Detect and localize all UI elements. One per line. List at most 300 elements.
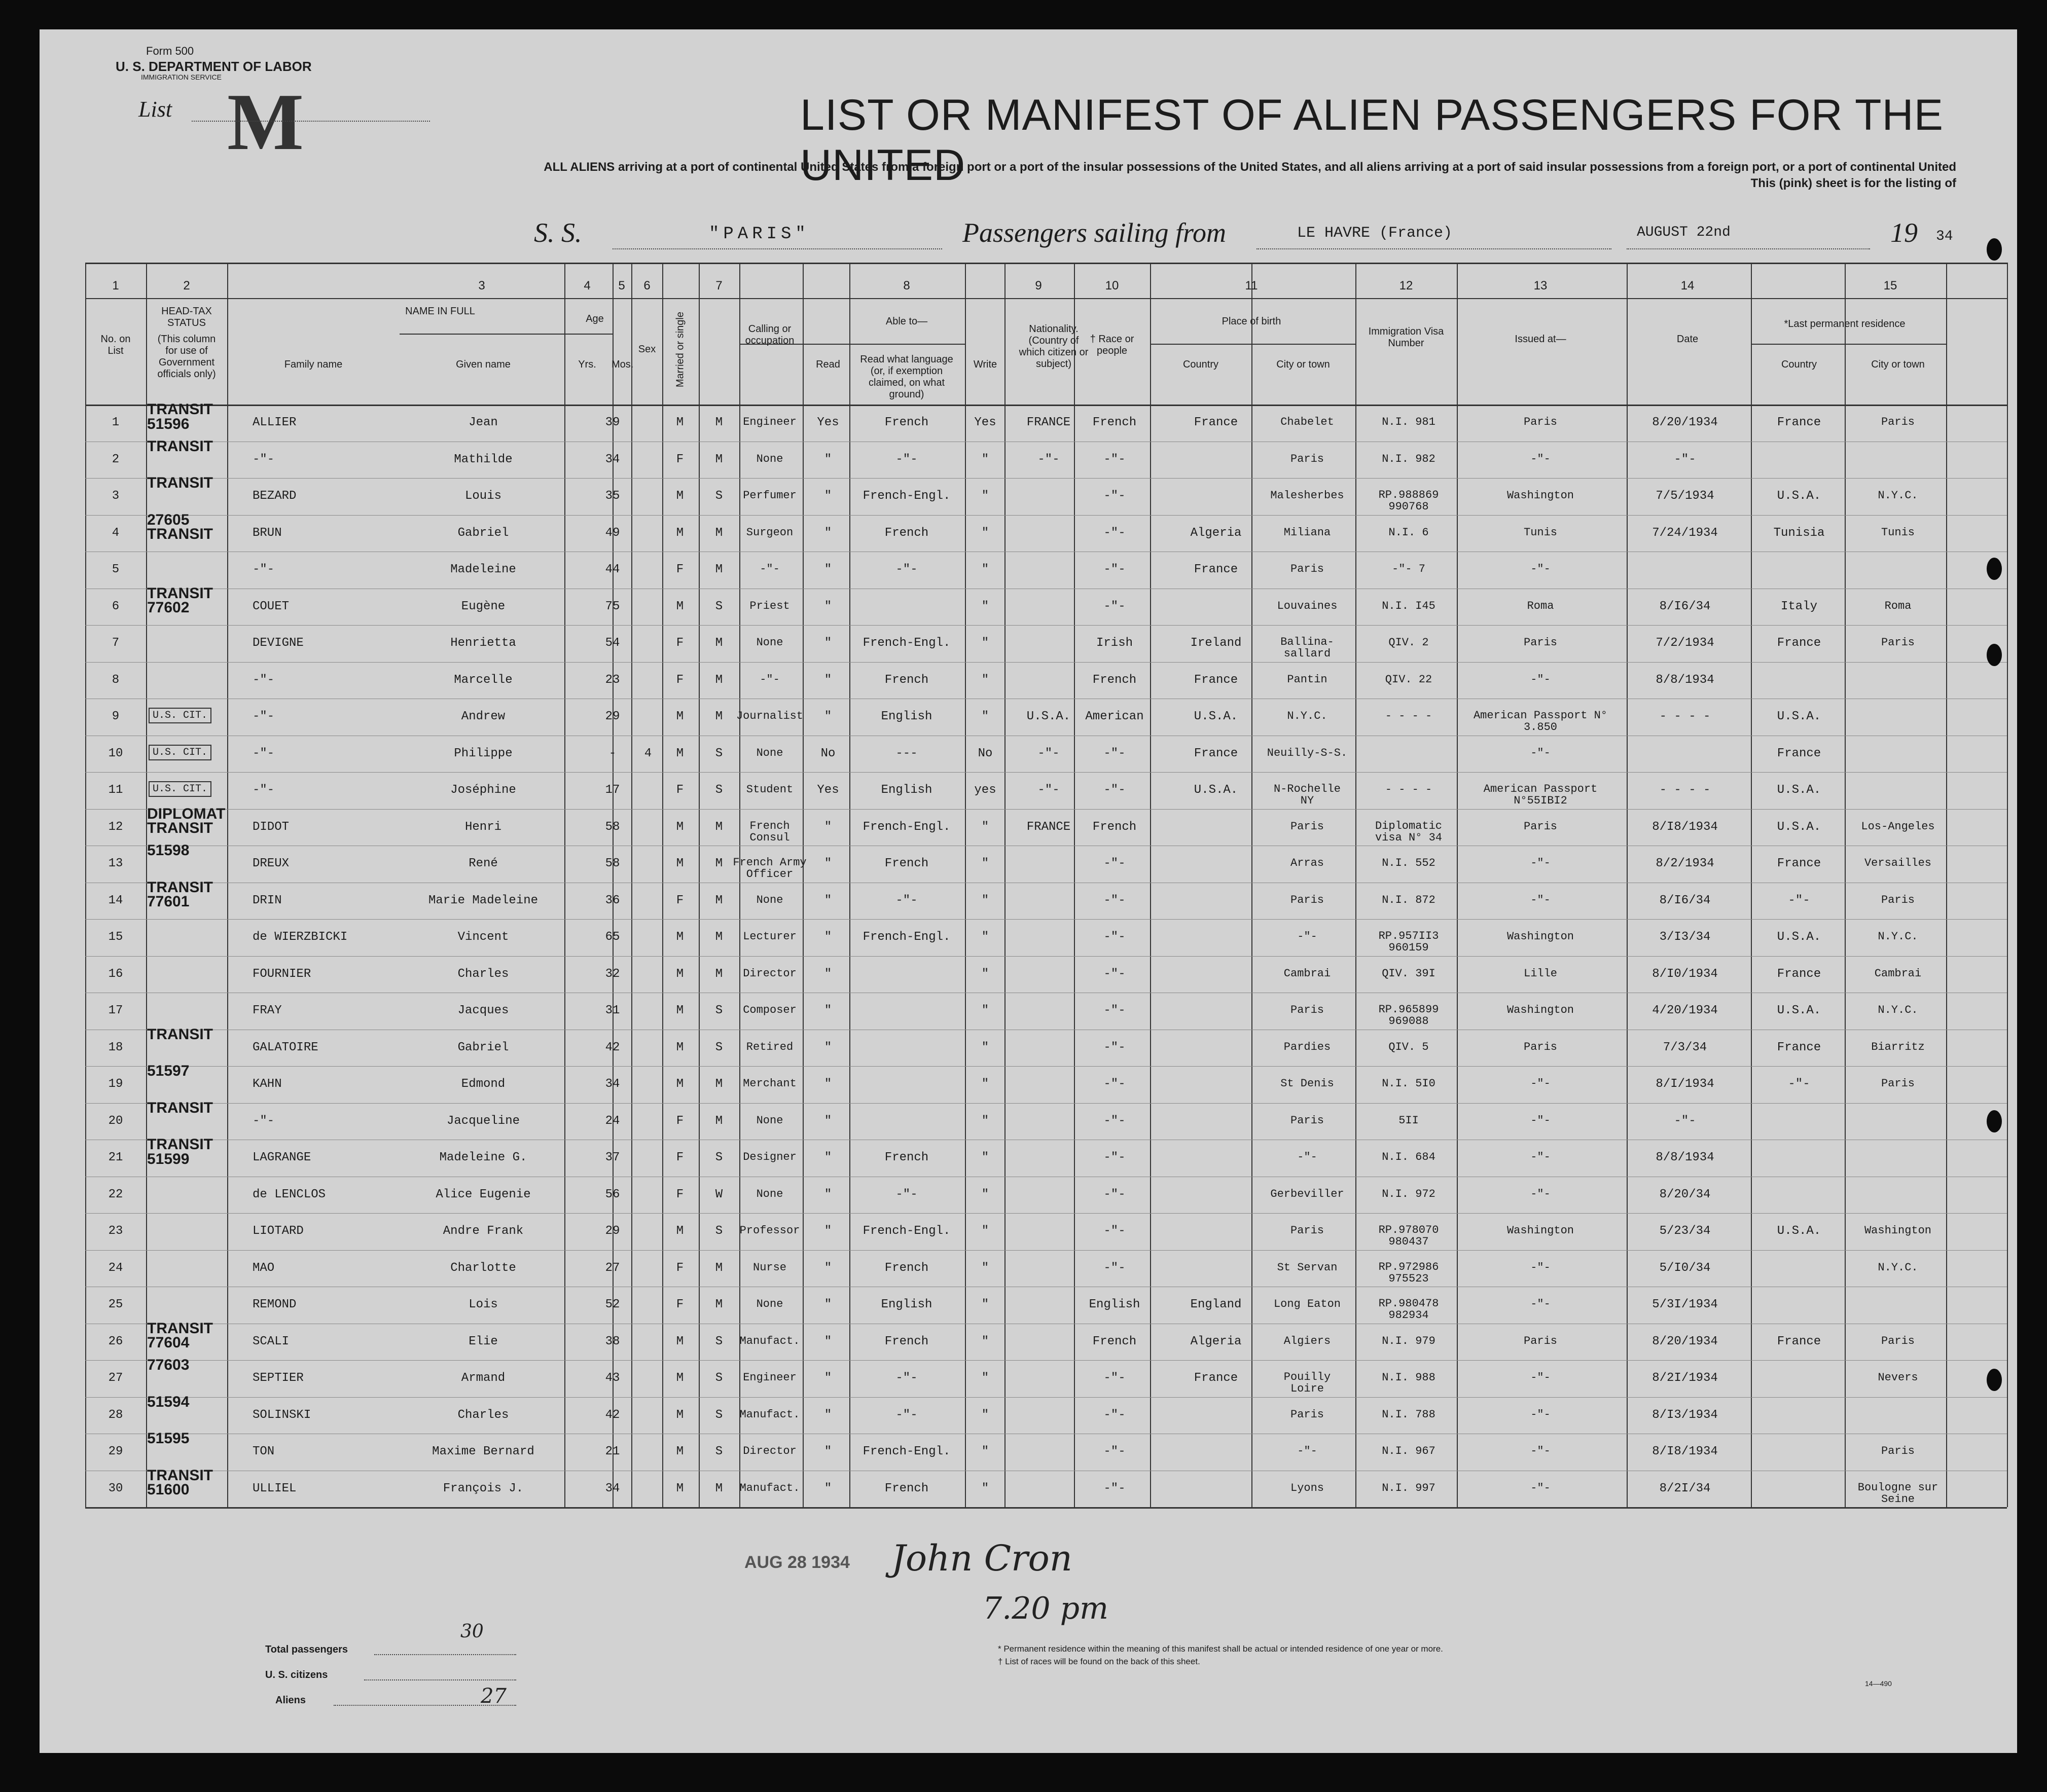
cell-sex: F [676, 452, 684, 466]
us-citizens-label: U. S. citizens [265, 1669, 328, 1680]
cell-rcountry: France [1777, 1334, 1821, 1348]
cell-read: " [824, 1445, 832, 1458]
cell-issued: Washington [1506, 1004, 1574, 1016]
cell-calling: Composer [743, 1004, 797, 1016]
cell-bcountry: France [1194, 673, 1238, 687]
cell-vdate: 5/23/34 [1659, 1224, 1711, 1238]
cell-lang: French [884, 526, 929, 540]
cell-yrs: 23 [605, 673, 620, 687]
cell-yrs: 44 [605, 563, 620, 576]
cell-race: -"- [1103, 489, 1126, 503]
cell-sex: F [676, 563, 684, 576]
sailing-date: AUGUST 22nd [1637, 225, 1731, 240]
grid-vline [1004, 263, 1005, 1507]
cell-race: -"- [1103, 930, 1126, 944]
cell-write: " [981, 1151, 989, 1164]
cell-vdate: 4/20/1934 [1652, 1004, 1718, 1017]
cell-no: 18 [108, 1040, 123, 1054]
cell-nat: -"- [1037, 746, 1060, 760]
cell-issued: -"- [1530, 673, 1551, 686]
head-tax-stamp: 51597 [147, 1063, 190, 1079]
cell-bcountry: France [1194, 416, 1238, 429]
cell-race: -"- [1103, 1114, 1126, 1128]
cell-given: Marcelle [454, 673, 513, 687]
cell-sex: F [676, 636, 684, 650]
grid-vline [1627, 263, 1628, 1507]
column-header-res-country: Country [1781, 359, 1817, 370]
cell-given: Andrew [461, 710, 506, 723]
cell-race: -"- [1103, 526, 1126, 540]
column-header-race: † Race or people [1090, 334, 1134, 356]
cell-rcity: Paris [1881, 893, 1915, 906]
cell-read: " [824, 1004, 832, 1017]
cell-write: " [981, 452, 989, 466]
cell-no: 15 [108, 930, 123, 944]
cell-race: French [1092, 1334, 1137, 1348]
punch-hole [1987, 558, 2002, 580]
us-citizen-stamp: U.S. CIT. [149, 745, 211, 760]
grid-hline [85, 298, 2007, 299]
cell-rcity: N.Y.C. [1878, 930, 1918, 943]
cell-family: COUET [253, 599, 290, 613]
cell-vdate: 8/2/1934 [1656, 857, 1714, 870]
cell-race: -"- [1103, 746, 1126, 760]
cell-race: -"- [1103, 1077, 1126, 1091]
column-number: 14 [1680, 279, 1695, 292]
cell-bcity: St Servan [1277, 1261, 1338, 1274]
cell-ms: M [715, 893, 723, 907]
cell-family: DEVIGNE [253, 636, 304, 650]
column-header-given-name: Given name [456, 359, 511, 370]
cell-visa: Diplomatic visa N° 34 [1375, 819, 1443, 844]
cell-visa: N.I. I45 [1382, 599, 1435, 612]
row-divider [85, 515, 2007, 516]
column-header-mos: Mos. [612, 359, 634, 370]
us-citizen-stamp: U.S. CIT. [149, 781, 211, 797]
cell-given: Charlotte [450, 1261, 516, 1275]
cell-rcity: Roma [1884, 599, 1912, 612]
cell-rcity: Los-Angeles [1861, 820, 1935, 833]
cell-no: 21 [108, 1151, 123, 1164]
cell-read: " [824, 930, 832, 944]
cell-calling: -"- [760, 563, 780, 575]
cell-family: BRUN [253, 526, 282, 540]
cell-vdate: 8/20/1934 [1652, 1334, 1718, 1348]
cell-visa: QIV. 2 [1388, 636, 1429, 649]
row-divider [85, 772, 2007, 773]
cell-ms: M [715, 1077, 723, 1091]
cell-calling: French Army Officer [733, 856, 807, 881]
head-tax-stamp: 77603 [147, 1357, 190, 1373]
cell-write: " [981, 1408, 989, 1422]
aliens-label: Aliens [275, 1695, 306, 1706]
cell-lang: French [884, 857, 929, 870]
list-letter: M [227, 77, 304, 167]
cell-rcity: N.Y.C. [1878, 1004, 1918, 1016]
cell-vdate: 8/2I/1934 [1652, 1371, 1718, 1385]
list-underline [192, 121, 430, 122]
cell-write: " [981, 1445, 989, 1458]
cell-given: Charles [457, 967, 509, 981]
manifest-sheet [40, 29, 2017, 1753]
grid-vline [662, 263, 663, 1507]
cell-write: " [981, 893, 989, 907]
cell-race: -"- [1103, 1445, 1126, 1458]
cell-family: ULLIEL [253, 1481, 297, 1495]
cell-visa: QIV. 5 [1388, 1040, 1429, 1053]
cell-read: " [824, 1224, 832, 1238]
cell-rcity: Paris [1881, 1334, 1915, 1347]
head-tax-stamp: TRANSIT 51599 [147, 1136, 213, 1167]
cell-family: LAGRANGE [253, 1151, 311, 1164]
subtitle: ALL ALIENS arriving at a port of continental United States from a foreign port or a port of the insular possessions of the United States, and all aliens arriving at a port of said insular possessions from a foreign port, or a port of continental United [544, 160, 1956, 174]
us-citizens-line [364, 1679, 516, 1680]
cell-read: Yes [817, 416, 839, 429]
cell-race: French [1092, 820, 1137, 834]
form-code: 14—490 [1865, 1679, 1892, 1688]
column-number: 1 [112, 279, 119, 292]
cell-lang: French-Engl. [863, 489, 951, 503]
cell-calling: Journalist [736, 710, 804, 722]
cell-lang: French [884, 1261, 929, 1275]
cell-sex: M [676, 967, 684, 981]
cell-vdate: - - - - [1659, 710, 1711, 723]
cell-write: " [981, 930, 989, 944]
department-sub: IMMIGRATION SERVICE [141, 73, 222, 81]
cell-race: -"- [1103, 1224, 1126, 1238]
grid-hline [85, 405, 2007, 406]
cell-no: 27 [108, 1371, 123, 1385]
cell-vdate: 8/I0/1934 [1652, 967, 1718, 981]
column-number: 5 [618, 279, 625, 292]
cell-issued: American Passport N°55IBI2 [1483, 783, 1598, 808]
cell-vdate: - - - - [1659, 783, 1711, 797]
head-tax-stamp: 51595 [147, 1430, 190, 1447]
cell-given: Lois [469, 1298, 498, 1311]
cell-visa: N.I. 6 [1388, 526, 1429, 539]
head-tax-stamp: TRANSIT [147, 474, 213, 491]
cell-no: 13 [108, 857, 123, 870]
cell-vdate: 8/8/1934 [1656, 1151, 1714, 1164]
cell-lang: French-Engl. [863, 820, 951, 834]
aliens-line [334, 1705, 516, 1706]
cell-yrs: 38 [605, 1334, 620, 1348]
cell-write: " [981, 857, 989, 870]
cell-yrs: 43 [605, 1371, 620, 1385]
cell-read: " [824, 673, 832, 687]
cell-rcountry: U.S.A. [1777, 930, 1821, 944]
cell-race: French [1092, 416, 1137, 429]
cell-given: Madeleine G. [439, 1151, 527, 1164]
column-number: 4 [584, 279, 591, 292]
cell-calling: French Consul [749, 819, 790, 844]
cell-sex: F [676, 1298, 684, 1311]
cell-write: Yes [974, 416, 996, 429]
cell-bcity: Algiers [1283, 1334, 1331, 1347]
cell-vdate: 8/20/34 [1659, 1187, 1711, 1201]
form-number: Form 500 [146, 45, 194, 57]
cell-race: -"- [1103, 1004, 1126, 1017]
cell-sex: F [676, 1261, 684, 1275]
cell-visa: N.I. 967 [1382, 1445, 1435, 1457]
cell-given: Eugène [461, 599, 506, 613]
cell-sex: F [676, 1114, 684, 1128]
cell-no: 11 [108, 783, 123, 797]
head-tax-stamp: TRANSIT 77602 [147, 584, 213, 616]
total-passengers-label: Total passengers [265, 1644, 348, 1655]
head-tax-stamp: TRANSIT 77601 [147, 879, 213, 910]
cell-ms: S [715, 1224, 723, 1238]
cell-family: ALLIER [253, 416, 297, 429]
date-underline [1627, 248, 1870, 249]
cell-no: 7 [112, 636, 120, 650]
port-underline [1256, 248, 1611, 249]
column-header-age: Age [586, 313, 604, 324]
column-header-visa: Immigration Visa Number [1368, 326, 1444, 349]
cell-issued: Washington [1506, 489, 1574, 502]
cell-calling: Designer [743, 1151, 797, 1163]
column-header-country: Country [1182, 359, 1219, 370]
column-number: 2 [183, 279, 190, 292]
cell-rcountry: -"- [1788, 1077, 1810, 1091]
grid-vline [739, 263, 740, 1507]
cell-vdate: 8/2I/34 [1659, 1481, 1711, 1495]
cell-read: " [824, 1151, 832, 1164]
cell-calling: -"- [760, 673, 780, 686]
punch-hole [1987, 1110, 2002, 1132]
cell-lang: French-Engl. [863, 636, 951, 650]
cell-issued: Washington [1506, 930, 1574, 943]
cell-read: " [824, 599, 832, 613]
cell-given: Henrietta [450, 636, 516, 650]
head-tax-stamp: TRANSIT 51596 [147, 401, 213, 432]
column-number: 8 [903, 279, 910, 292]
cell-read: Yes [817, 783, 839, 797]
cell-bcity: -"- [1297, 1445, 1317, 1457]
punch-hole [1987, 1369, 2002, 1391]
cell-no: 23 [108, 1224, 123, 1238]
cell-family: -"- [253, 563, 275, 576]
cell-lang: French [884, 673, 929, 687]
cell-given: Jacqueline [446, 1114, 520, 1128]
column-header-head-tax-note: (This column for use of Government officials only) [157, 334, 216, 380]
cell-read: " [824, 526, 832, 540]
cell-no: 22 [108, 1187, 123, 1201]
cell-rcity: Paris [1881, 1445, 1915, 1457]
column-number: 15 [1883, 279, 1897, 292]
row-divider [85, 1250, 2007, 1251]
cell-given: Marie Madeleine [428, 893, 538, 907]
cell-lang: -"- [895, 1371, 918, 1385]
cell-bcity: Paris [1290, 452, 1324, 465]
cell-yrs: 54 [605, 636, 620, 650]
cell-ms: M [715, 967, 723, 981]
cell-bcountry: France [1194, 1371, 1238, 1385]
grid-vline [613, 263, 614, 1507]
cell-yrs: 56 [605, 1187, 620, 1201]
cell-rcity: Biarritz [1871, 1040, 1925, 1053]
cell-yrs: 31 [605, 1004, 620, 1017]
cell-issued: -"- [1530, 1151, 1551, 1163]
grid-vline [1074, 263, 1075, 1507]
cell-yrs: 58 [605, 820, 620, 834]
cell-ms: M [715, 1481, 723, 1495]
grid-hline [1150, 344, 1355, 345]
cell-bcity: Pardies [1283, 1040, 1331, 1053]
cell-rcity: Nevers [1878, 1371, 1918, 1384]
cell-calling: Engineer [743, 416, 797, 428]
grid-hline [85, 1507, 2007, 1509]
cell-write: " [981, 673, 989, 687]
grid-vline [227, 263, 228, 1507]
cell-no: 2 [112, 452, 120, 466]
cell-rcity: Boulogne sur Seine [1857, 1481, 1938, 1506]
row-divider [85, 1360, 2007, 1361]
cell-sex: M [676, 746, 684, 760]
cell-visa: RP.978070 980437 [1378, 1224, 1439, 1249]
cell-yrs: 35 [605, 489, 620, 503]
cell-family: DREUX [253, 857, 290, 870]
cell-issued: Tunis [1523, 526, 1558, 539]
cell-bcity: Miliana [1283, 526, 1331, 539]
cell-race: -"- [1103, 563, 1126, 576]
cell-mos: 4 [644, 746, 652, 760]
cell-no: 20 [108, 1114, 123, 1128]
cell-bcountry: U.S.A. [1194, 783, 1238, 797]
cell-bcity: Paris [1290, 1224, 1324, 1237]
cell-race: -"- [1103, 967, 1126, 981]
cell-ms: S [715, 1334, 723, 1348]
cell-no: 25 [108, 1298, 123, 1311]
grid-vline [803, 263, 804, 1507]
cell-given: Jacques [457, 1004, 509, 1017]
row-divider [85, 1213, 2007, 1214]
cell-calling: Engineer [743, 1371, 797, 1384]
year-prefix: 19 [1890, 217, 1918, 248]
cell-no: 8 [112, 673, 120, 687]
cell-sex: M [676, 1334, 684, 1348]
grid-hline [400, 334, 613, 335]
cell-visa: N.I. 684 [1382, 1151, 1435, 1163]
cell-family: LIOTARD [253, 1224, 304, 1238]
cell-ms: S [715, 1040, 723, 1054]
cell-race: English [1089, 1298, 1140, 1311]
cell-ms: S [715, 783, 723, 797]
cell-calling: None [756, 746, 783, 759]
cell-given: Madeleine [450, 563, 516, 576]
cell-given: Joséphine [450, 783, 516, 797]
column-number: 11 [1245, 279, 1258, 292]
cell-bcity: -"- [1297, 1151, 1317, 1163]
list-label: List [138, 97, 172, 122]
cell-calling: None [756, 893, 783, 906]
cell-write: " [981, 967, 989, 981]
cell-calling: Surgeon [746, 526, 794, 539]
cell-ms: M [715, 1261, 723, 1275]
cell-rcountry: U.S.A. [1777, 1004, 1821, 1017]
cell-bcity: N-Rochelle NY [1273, 783, 1341, 808]
cell-yrs: 42 [605, 1040, 620, 1054]
column-header-sex: Sex [638, 344, 656, 355]
inspector-signature: John Cron [891, 1538, 1072, 1579]
cell-rcity: Versailles [1864, 857, 1932, 869]
cell-family: -"- [253, 710, 275, 723]
cell-read: " [824, 452, 832, 466]
cell-ms: M [715, 1114, 723, 1128]
cell-write: " [981, 1334, 989, 1348]
cell-calling: Director [743, 967, 797, 980]
cell-issued: Roma [1527, 599, 1554, 612]
cell-issued: -"- [1530, 1408, 1551, 1421]
cell-calling: Director [743, 1445, 797, 1457]
cell-sex: M [676, 710, 684, 723]
row-divider [85, 919, 2007, 920]
cell-issued: -"- [1530, 1481, 1551, 1494]
cell-race: -"- [1103, 1040, 1126, 1054]
cell-visa: N.I. 982 [1382, 452, 1435, 465]
cell-bcity: St Denis [1280, 1077, 1334, 1090]
cell-issued: -"- [1530, 893, 1551, 906]
punch-hole [1987, 644, 2002, 666]
cell-visa: N.I. 981 [1382, 416, 1435, 428]
cell-given: Armand [461, 1371, 506, 1385]
cell-bcity: Cambrai [1283, 967, 1331, 980]
cell-bcity: Gerbeviller [1270, 1187, 1344, 1200]
cell-bcity: Arras [1290, 857, 1324, 869]
cell-visa: QIV. 39I [1382, 967, 1435, 980]
cell-sex: M [676, 1445, 684, 1458]
cell-sex: F [676, 1151, 684, 1164]
cell-issued: Paris [1523, 416, 1558, 428]
cell-read: " [824, 1187, 832, 1201]
cell-lang: -"- [895, 1408, 918, 1422]
cell-bcity: Pouilly Loire [1283, 1371, 1331, 1396]
cell-bcity: Louvaines [1277, 599, 1338, 612]
cell-ms: W [715, 1187, 723, 1201]
cell-visa: - - - - [1385, 710, 1432, 722]
cell-ms: M [715, 710, 723, 723]
cell-vdate: 8/I8/1934 [1652, 1445, 1718, 1458]
cell-yrs: - [608, 746, 617, 760]
cell-no: 29 [108, 1445, 123, 1458]
cell-family: de LENCLOS [253, 1187, 326, 1201]
cell-bcountry: England [1190, 1298, 1242, 1311]
cell-sex: M [676, 599, 684, 613]
column-header-res-city: City or town [1871, 359, 1925, 370]
cell-race: -"- [1103, 599, 1126, 613]
grid-vline [1457, 263, 1458, 1507]
cell-yrs: 34 [605, 1077, 620, 1091]
cell-family: KAHN [253, 1077, 282, 1091]
cell-race: -"- [1103, 1187, 1126, 1201]
cell-write: " [981, 1004, 989, 1017]
cell-race: -"- [1103, 857, 1126, 870]
cell-ms: S [715, 489, 723, 503]
cell-rcountry: Italy [1780, 599, 1818, 613]
cell-bcity: Paris [1290, 820, 1324, 833]
cell-no: 12 [108, 820, 123, 834]
cell-vdate: 8/I3/1934 [1652, 1408, 1718, 1422]
cell-sex: M [676, 489, 684, 503]
cell-given: Philippe [454, 746, 513, 760]
cell-bcity: Neuilly-S-S. [1267, 746, 1348, 759]
cell-lang: --- [895, 746, 918, 760]
cell-lang: English [881, 783, 932, 797]
cell-bcity: Paris [1290, 1004, 1324, 1016]
cell-read: " [824, 710, 832, 723]
cell-yrs: 52 [605, 1298, 620, 1311]
cell-bcountry: France [1194, 746, 1238, 760]
